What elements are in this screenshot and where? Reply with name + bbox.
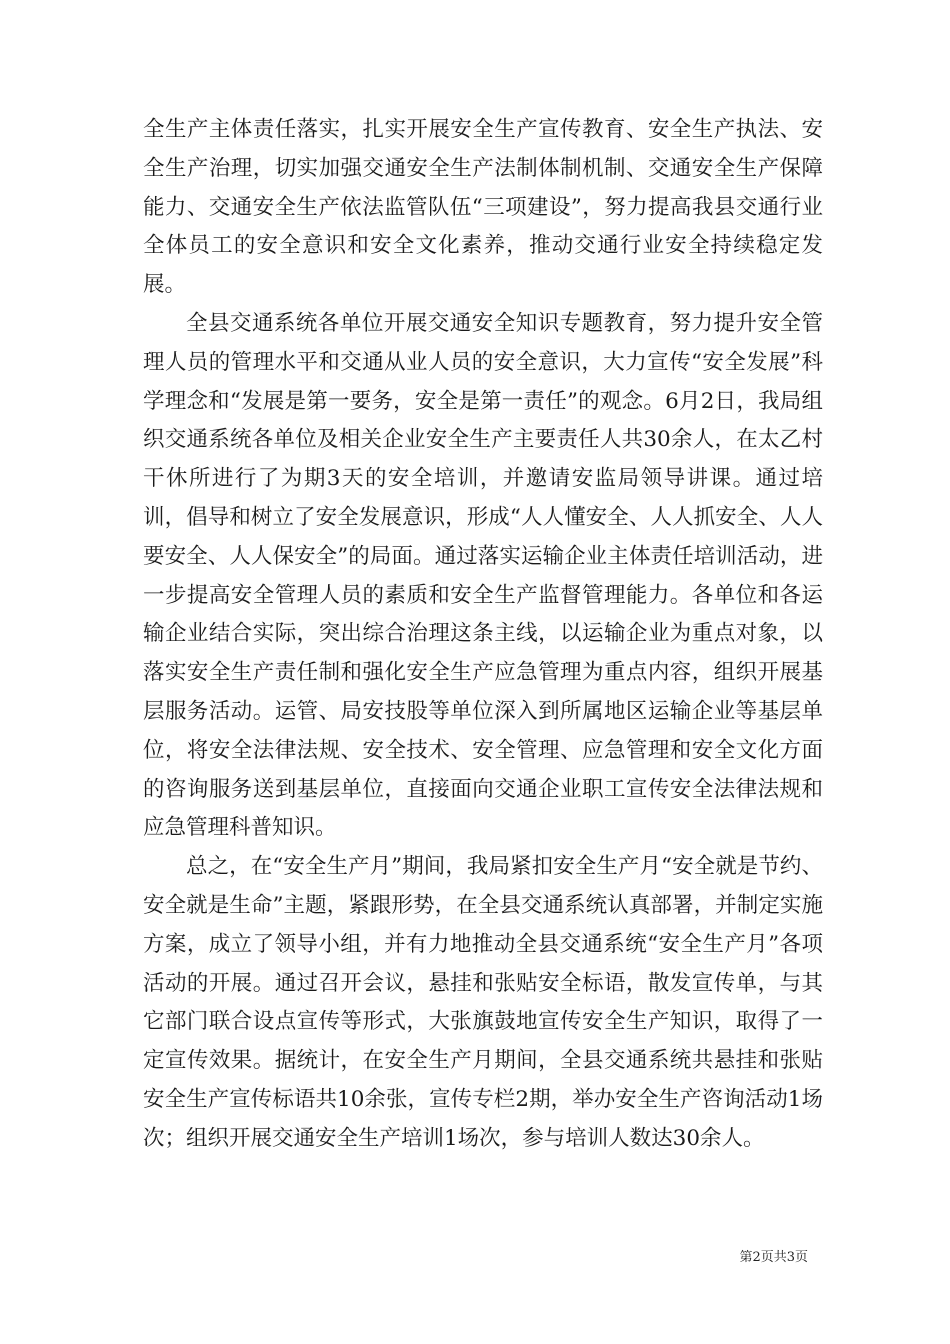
paragraph-2: 全县交通系统各单位开展交通安全知识专题教育，努力提升安全管理人员的管理水平和交通从业人员的安全意识，大力宣传“安全发展”科学理念和“发展是第一要务，安全是第一责任”的观念。6月2日，我局组织交通系统各单位及相关企业安全生产主要责任人共30余人，在太乙村干休所进行了为期3天的安全培训，并邀请安监局领导讲课。通过培训，倡导和树立了安全发展意识，形成“人人懂安全、人人抓安全、人人要安全、人人保安全”的局面。通过落实运输企业主体责任培训活动，进一步提高安全管理人员的素质和安全生产监督管理能力。各单位和各运输企业结合实际，突出综合治理这条主线，以运输企业为重点对象，以落实安全生产责任制和强化安全生产应急管理为重点内容，组织开展基层服务活动。运管、局安技股等单位深入到所属地区运输企业等基层单位，将安全法律法规、安全技术、安全管理、应急管理和安全文化方面的咨询服务送到基层单位，直接面向交通企业职工宣传安全法律法规和应急管理科普知识。	[143, 310, 823, 841]
paragraph-3: 总之，在“安全生产月”期间，我局紧扣安全生产月“安全就是节约、安全就是生命”主题，紧跟形势，在全县交通系统认真部署，并制定实施方案，成立了领导小组，并有力地推动全县交通系统“安全生产月”各项活动的开展。通过召开会议，悬挂和张贴安全标语，散发宣传单，与其它部门联合设点宣传等形式，大张旗鼓地宣传安全生产知识，取得了一定宣传效果。据统计，在安全生产月期间，全县交通系统共悬挂和张贴安全生产宣传标语共10余张，宣传专栏2期，举办安全生产咨询活动1场次；组织开展交通安全生产培训1场次，参与培训人数达30余人。	[143, 854, 823, 1151]
paragraph-1: 全生产主体责任落实，扎实开展安全生产宣传教育、安全生产执法、安全生产治理，切实加强交通安全生产法制体制机制、交通安全生产保障能力、交通安全生产依法监管队伍“三项建设”，努力提高我县交通行业全体员工的安全意识和安全文化素养，推动交通行业安全持续稳定发展。	[143, 117, 823, 298]
page-number-footer: 第2页共3页	[739, 1250, 808, 1265]
document-body	[143, 111, 823, 1159]
